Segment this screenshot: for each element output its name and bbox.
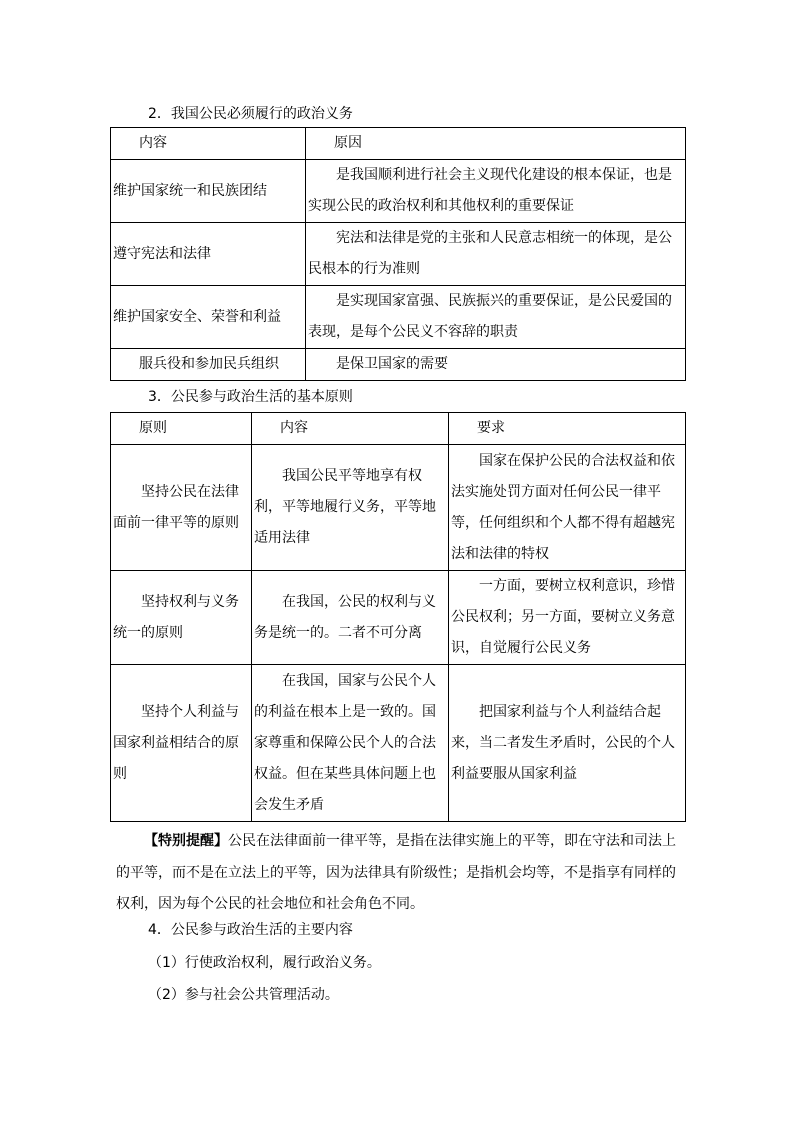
- table-cell: 在我国，国家与公民个人的利益在根本上是一致的。国家尊重和保障公民个人的合法权益。但在某些具体问题上也会发生矛盾: [252, 665, 449, 822]
- table-cell: 是实现国家富强、民族振兴的重要保证，是公民爱国的表现，是每个公民义不容辞的职责: [306, 286, 686, 349]
- column-header: 要求: [449, 413, 686, 445]
- table-cell: 在我国，公民的权利与义务是统一的。二者不可分离: [252, 571, 449, 665]
- table-row: [111, 665, 686, 822]
- table-cell: 是我国顺利进行社会主义现代化建设的根本保证，也是实现公民的政治权利和其他权利的重要保证: [306, 160, 686, 223]
- table-cell: 坚持权利与义务统一的原则: [111, 571, 252, 665]
- table-cell: 维护国家统一和民族团结: [111, 160, 306, 223]
- table-row: [111, 445, 686, 571]
- table-row: [111, 571, 686, 665]
- special-reminder-text: 公民在法律面前一律平等，是指在法律实施上的平等，即在守法和司法上的平等，而不是在立法上的平等，因为法律具有阶级性；是指机会均等，不是指享有同样的权利，因为每个公民的社会地位和社会角色不同。: [116, 833, 676, 912]
- section3-title: 3．公民参与政治生活的基本原则: [148, 389, 353, 405]
- political-duties-table: [110, 127, 686, 381]
- special-reminder-tag: 【特别提醒】: [144, 833, 228, 849]
- section4-title: 4．公民参与政治生活的主要内容: [148, 922, 353, 938]
- table-cell: 坚持个人利益与国家利益相结合的原则: [111, 665, 252, 822]
- column-header: 原则: [111, 413, 252, 445]
- basic-principles-table: [110, 412, 686, 822]
- section4-item: （1）行使政治权利，履行政治义务。: [148, 955, 381, 971]
- column-header: 内容: [111, 128, 306, 160]
- section4-item: （2）参与社会公共管理活动。: [148, 987, 339, 1003]
- column-header: 原因: [306, 128, 686, 160]
- table-cell: 国家在保护公民的合法权益和依法实施处罚方面对任何公民一律平等，任何组织和个人都不得有超越宪法和法律的特权: [449, 445, 686, 571]
- table-row: [111, 160, 686, 223]
- table-row: [111, 286, 686, 349]
- table-row: [111, 349, 686, 381]
- section2-title: 2．我国公民必须履行的政治义务: [148, 106, 353, 122]
- table-cell: 我国公民平等地享有权利，平等地履行义务，平等地适用法律: [252, 445, 449, 571]
- table-cell: 宪法和法律是党的主张和人民意志相统一的体现，是公民根本的行为准则: [306, 223, 686, 286]
- table-cell: 服兵役和参加民兵组织: [111, 349, 306, 381]
- column-header: 内容: [252, 413, 449, 445]
- table-cell: 把国家利益与个人利益结合起来，当二者发生矛盾时，公民的个人利益要服从国家利益: [449, 665, 686, 822]
- table-cell: 遵守宪法和法律: [111, 223, 306, 286]
- table-cell: 是保卫国家的需要: [306, 349, 686, 381]
- special-reminder-paragraph: [116, 826, 686, 921]
- table-cell: 坚持公民在法律面前一律平等的原则: [111, 445, 252, 571]
- table-cell: 一方面，要树立权利意识，珍惜公民权利；另一方面，要树立义务意识，自觉履行公民义务: [449, 571, 686, 665]
- table-row: [111, 223, 686, 286]
- table-cell: 维护国家安全、荣誉和利益: [111, 286, 306, 349]
- table-header-row: [111, 128, 686, 160]
- table-header-row: [111, 413, 686, 445]
